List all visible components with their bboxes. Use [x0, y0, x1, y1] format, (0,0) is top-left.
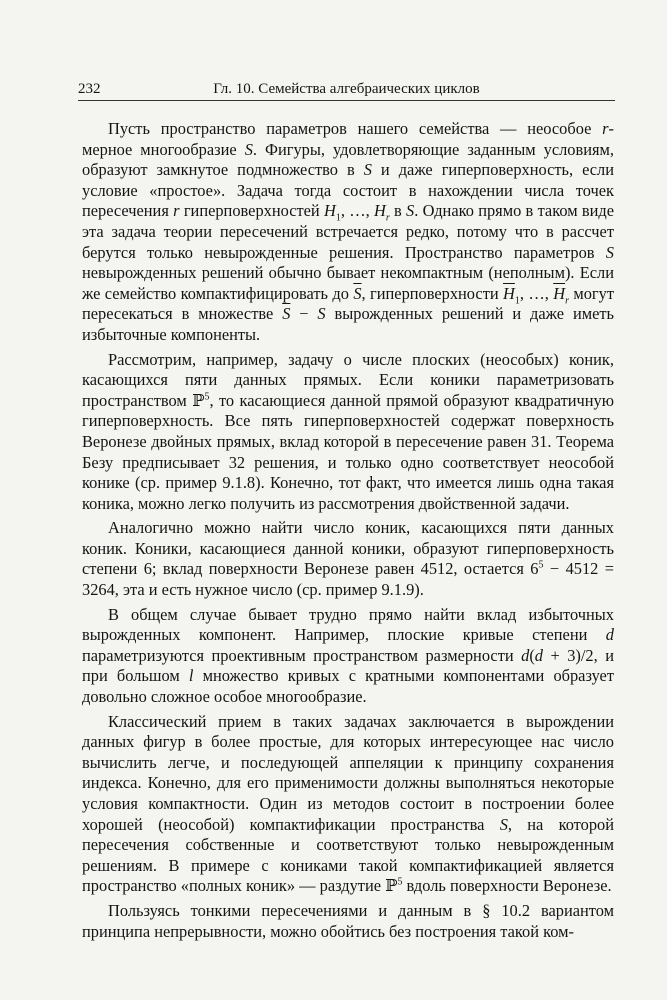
paragraph-5: Классический прием в таких задачах заключается в вырождении данных фигур в более простые, для которых интересующее нас число вычислить легче, и последующей аппеляции к принципу сохранения индекса. Конечно, для его применимости должны выполняться некоторые условия компактности. Один из методов состоит в построении более хорошей (неособой) компактификации пространства S, на которой пересечения собственные и соответствуют только невырожденным решениям. В примере с кониками такой компактификацией является пространство «полных коник» — раздутие ℙ$^5$ вдоль поверхности Веронезе.	[82, 711, 614, 896]
paragraph-2: Рассмотрим, например, задачу о числе плоских (неособых) коник, касающихся пяти данных прямых. Если коники параметризовать пространством ℙ$^5$, то касающиеся данной прямой образуют квадратичную гиперповерхность. Все пять гиперповерхностей содержат поверхность Веронезе двойных прямых, вклад которой в пересечение равен 31. Теорема Безу предписывает 32 решения, и только одно соответствует неособой конике (ср. пример 9.1.8). Конечно, тот факт, что имеется лишь одна такая коника, можно легко получить из рассмотрения двойственной задачи.	[82, 349, 614, 513]
page-header	[78, 78, 615, 101]
paragraph-1: Пусть пространство параметров нашего семейства — неособое r-мерное многообразие S. Фигуры, удовлетворяющие заданным условиям, образуют замкнутое подмножество в S и даже гиперповерхность, если условие «простое». Задача тогда состоит в нахождении числа точек пересечения r гиперповерхностей $H_1$, …, $H_r$ в S. Однако прямо в таком виде эта задача теории пересечений встречается редко, потому что в рассчет берутся только невырожденные решения. Пространство параметров S невырожденных решений обычно бывает некомпактным (неполным). Если же семейство компактифицировать до $\overline{S}$, гиперповерхности $\overline{H}_1$, …, $\overline{H}_r$ могут пересекаться в множестве $\overline{S} - S$ вырожденных решений и даже иметь избыточные компоненты.	[82, 119, 615, 344]
paragraph-3: Аналогично можно найти число коник, касающихся пяти данных коник. Коники, касающиеся данной коники, образуют гиперповерхность степени 6; вклад поверхности Веронезе равен 4512, остается $6^5 - 4512 = 3264$, эта и есть нужное число (ср. пример 9.1.9).	[82, 518, 614, 600]
running-head: Гл. 10. Семейства алгебраических циклов	[213, 81, 480, 97]
body-text	[82, 119, 614, 942]
page-number: 232	[78, 81, 101, 97]
paragraph-4: В общем случае бывает трудно прямо найти вклад избыточных вырожденных компонент. Например, плоские кривые степени d параметризуются проективным пространством размерности d(d + 3)/2, и при большом l множество кривых с кратными компонентами образует довольно сложное особое многообразие.	[82, 604, 614, 707]
paragraph-6: Пользуясь тонкими пересечениями и данным в § 10.2 вариантом принципа непрерывности, можно обойтись без построения такой ком-	[82, 900, 614, 941]
